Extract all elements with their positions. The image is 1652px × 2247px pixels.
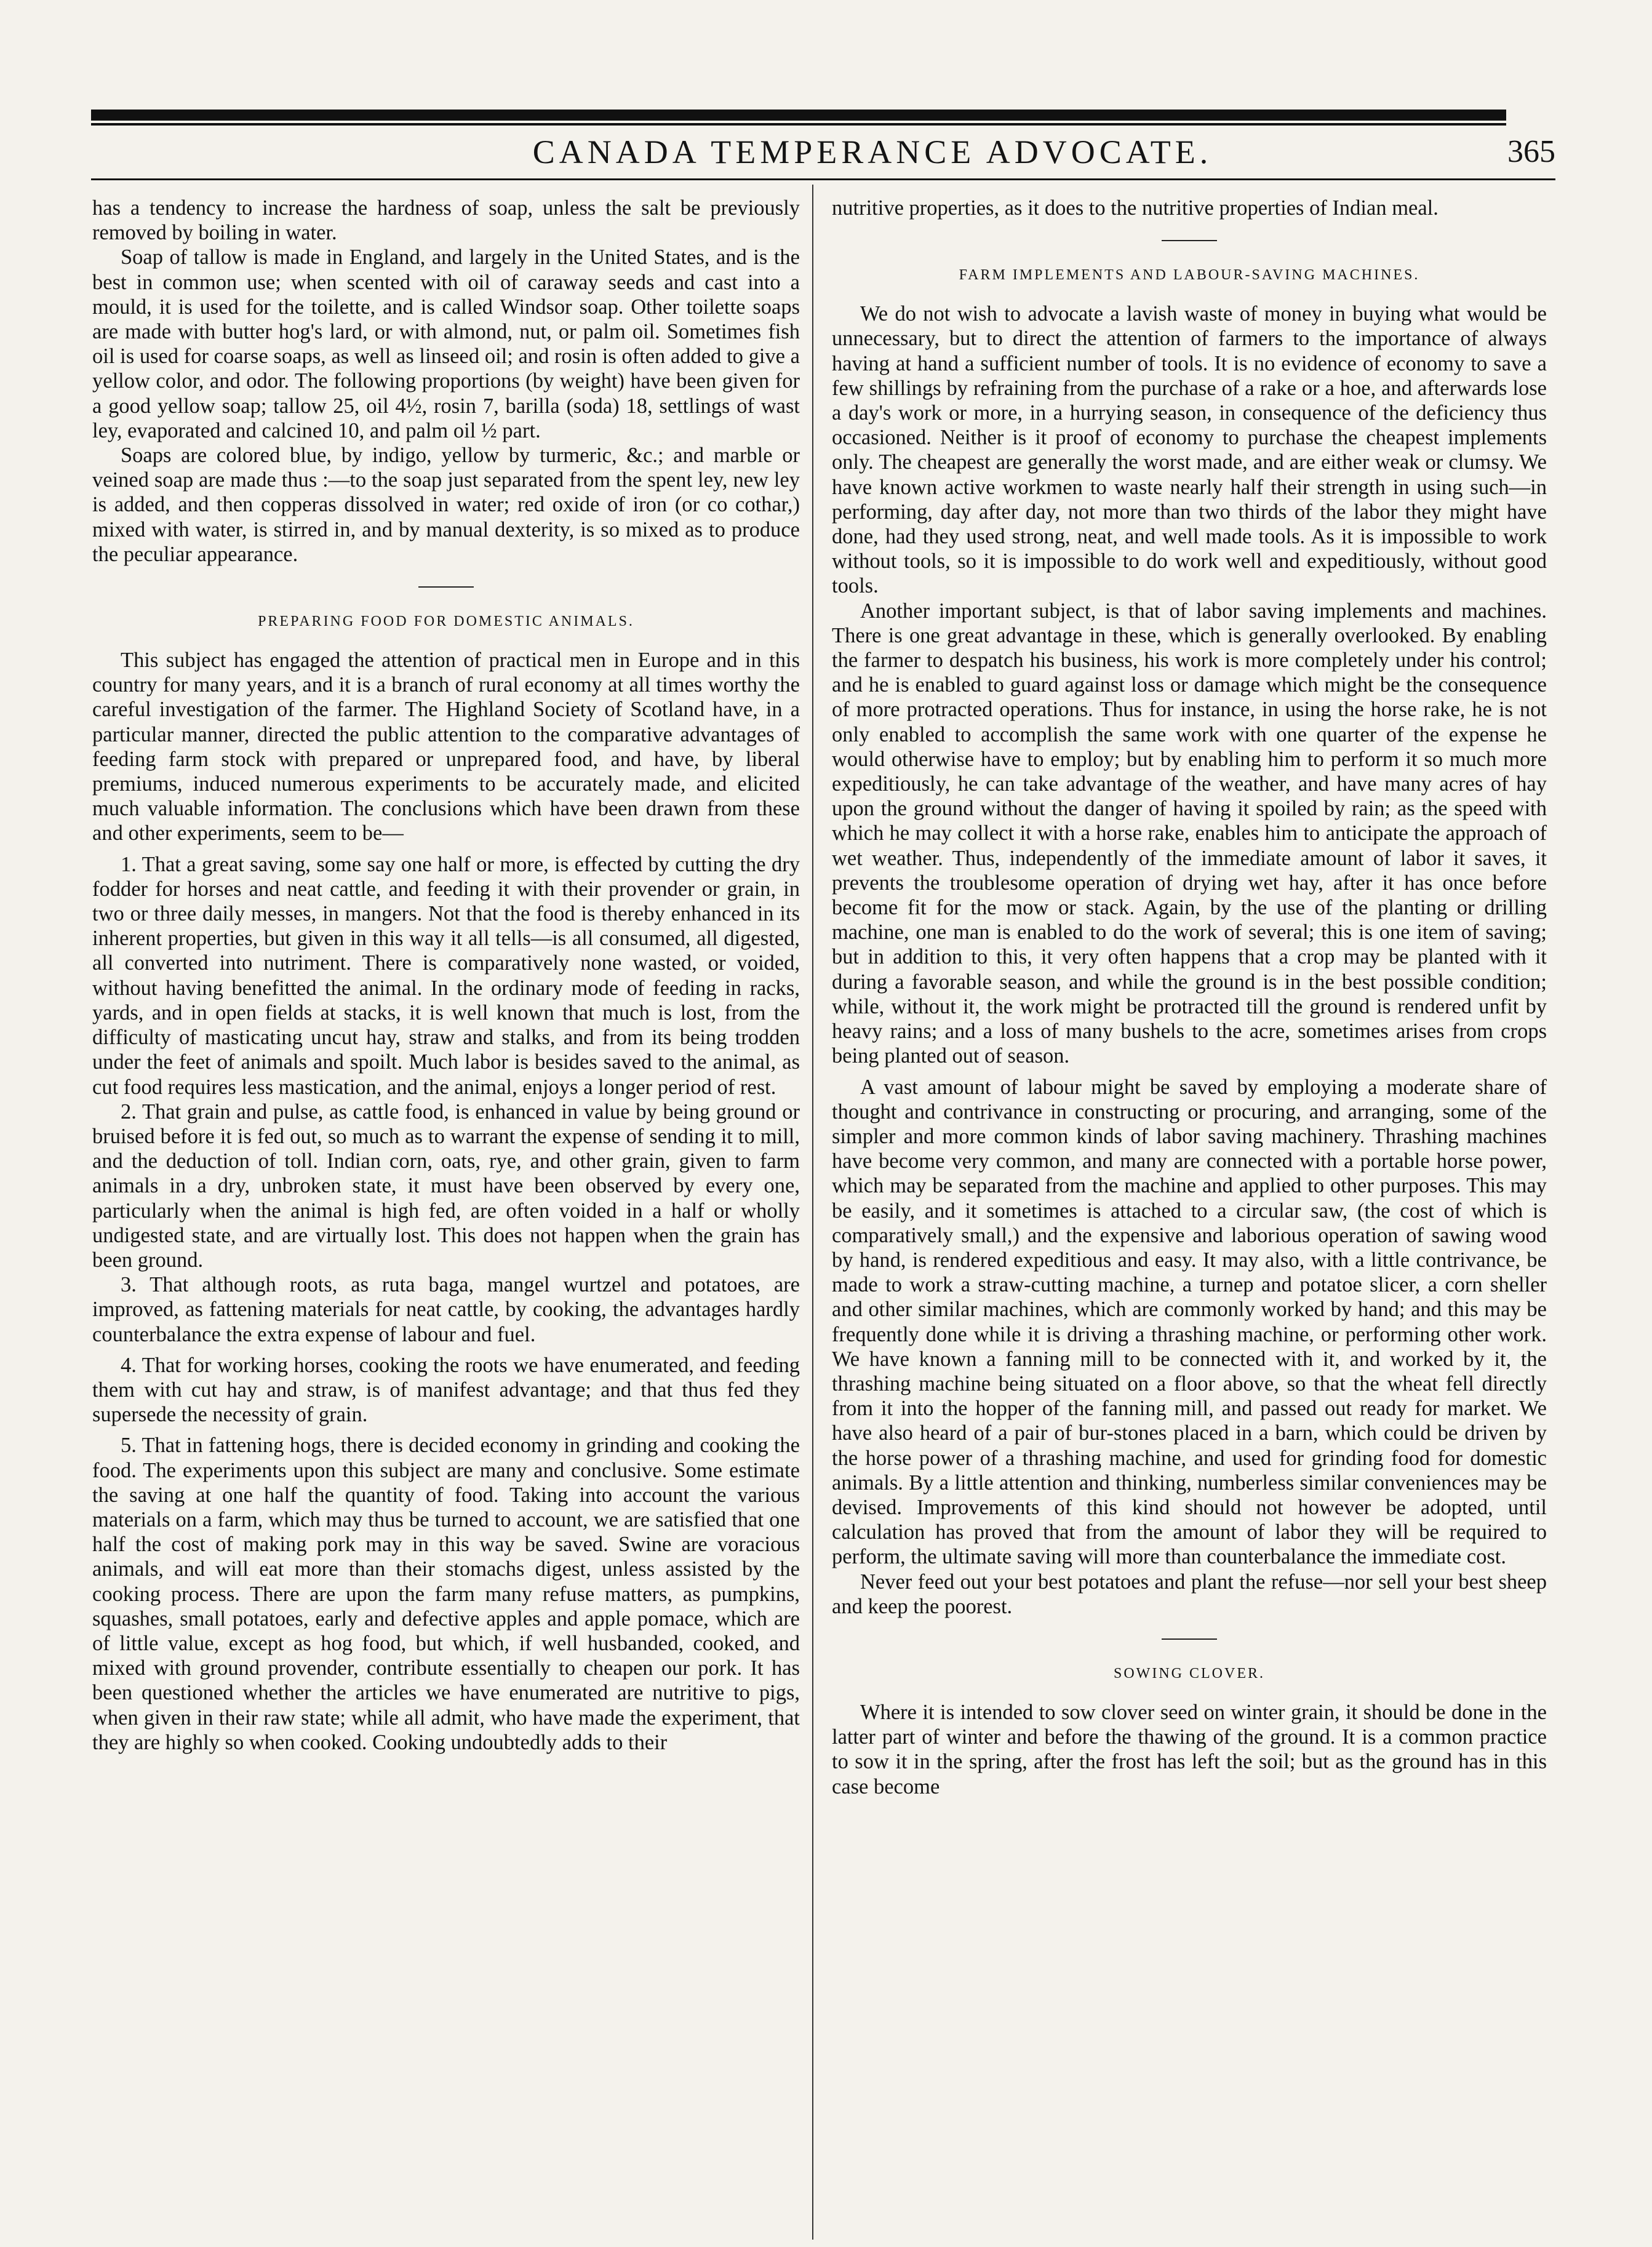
header-rule — [91, 178, 1555, 180]
paragraph: A vast amount of labour might be saved by employing a moderate share of thought and contrivance in constructing or procuring, and arranging, some of the simpler and more common kinds of labor saving machinery. Thrashing machines have become very common, and many are connected with a portable horse power, which may be separated from the machine and applied to other purposes. This may be easily, and it sometimes is attached to a circular saw, (the cost of which is comparatively small,) and the expensive and laborious operation of sawing wood by hand, is rendered expeditious and easy. It may also, with a little contrivance, be made to work a straw-cutting machine, a turnep and potatoe slicer, a corn sheller and other similar machines, which are commonly worked by hand; and this may be frequently done while it is driving a thrashing machine, or performing other work. We have known a fanning mill to be connected with it, and worked by it, the thrashing machine being situated on a floor above, so that the wheat fell directly from it into the hopper of the fanning mill, and passed out ready for market. We have also heard of a pair of bur-stones placed in a barn, which could be driven by the horse power of a thrashing machine, and used for grinding food for domestic animals. By a little attention and thinking, numberless similar conveniences may be devised. Improvements of this kind should not however be adopted, until calculation has proved that from the amount of labor they will be required to perform, the ultimate saving will more than counterbalance the immediate cost. — [832, 1075, 1547, 1569]
section-rule — [418, 586, 474, 588]
section-heading: PREPARING FOOD FOR DOMESTIC ANIMALS. — [258, 613, 634, 630]
paragraph: Another important subject, is that of labor saving implements and machines. There is one great advantage in these, which is generally overlooked. By enabling the farmer to despatch his business, his work is more completely under his control; and he is enabled to guard against loss or damage which might be the consequence of more protracted operations. Thus for instance, in using the horse rake, he is not only enabled to accomplish the same work with one quarter of the expense he would otherwise have to employ; but by enabling him to perform it so much more expeditiously, he can take advantage of the weather, and have many acres of hay upon the ground without the danger of having it spoiled by rain; as the speed with which he may collect it with a horse rake, enables him to anticipate the approach of wet weather. Thus, independently of the immediate amount of labor it saves, it prevents the troublesome operation of drying wet hay, after it has once before become fit for the mow or stack. Again, by the use of the planting or drilling machine, one man is enabled to do the work of several; this is one item of saving; but in addition to this, it very often happens that a crop may be planted with it during a favorable season, and while the ground is in the best possible condition; while, without it, the work might be protracted till the ground is rendered unfit by heavy rains; and a loss of many bushels to the acre, sometimes arises from crops being planted out of season. — [832, 599, 1547, 1068]
paragraph: nutritive properties, as it does to the nutritive properties of Indian meal. — [832, 196, 1439, 220]
section-heading: FARM IMPLEMENTS AND LABOUR-SAVING MACHINES. — [959, 267, 1420, 284]
numbered-paragraph: 4. That for working horses, cooking the roots we have enumerated, and feeding them with cut hay and straw, is of manifest advantage; and that thus fed they supersede the necessity of grain. — [92, 1353, 800, 1427]
running-head — [91, 130, 1555, 174]
paragraph: Where it is intended to sow clover seed on winter grain, it should be done in the latter part of winter and before the thawing of the ground. It is a common practice to sow it in the spring, after the frost has left the soil; but as the ground has in this case become — [832, 1700, 1547, 1798]
paragraph: Never feed out your best potatoes and plant the refuse—nor sell your best sheep and keep the poorest. — [832, 1570, 1547, 1618]
top-rule — [91, 110, 1506, 121]
section-heading: SOWING CLOVER. — [1114, 1665, 1265, 1682]
page-title: CANADA TEMPERANCE ADVOCATE. — [532, 134, 1213, 170]
paragraph: Soap of tallow is made in England, and largely in the United States, and is the best in common use; when scented with oil of caraway seeds and cast into a mould, it is used for the toilette, and is called Windsor soap. Other toilette soaps are made with butter hog's lard, or with almond, nut, or palm oil. Sometimes fish oil is used for coarse soaps, as well as linseed oil; and rosin is often added to give a yellow color, and odor. The following proportions (by weight) have been given for a good yellow soap; tallow 25, oil 4½, rosin 7, barilla (soda) 18, settlings of wast ley, evaporated and calcined 10, and palm oil ½ part. — [92, 245, 800, 442]
section-rule — [1162, 240, 1217, 241]
top-rule-thin — [91, 123, 1506, 126]
paragraph: Soaps are colored blue, by indigo, yellow by turmeric, &c.; and marble or veined soap are made thus :—to the soap just separated from the spent ley, new ley is added, and then copperas dissolved in water; red oxide of iron (or co cothar,) mixed with water, is stirred in, and by manual dexterity, is so mixed as to produce the peculiar appearance. — [92, 444, 800, 566]
section-rule — [1162, 1638, 1217, 1640]
paragraph: This subject has engaged the attention of practical men in Europe and in this country for many years, and it is a branch of rural economy at all times worthy the careful investigation of the farmer. The Highland Society of Scotland have, in a particular manner, directed the public attention to the comparative advantages of feeding farm stock with prepared or unprepared food, and have, by liberal premiums, induced numerous experiments to be accurately made, and elicited much valuable information. The conclusions which have been drawn from these and other experiments, seem to be— — [92, 649, 800, 845]
left-column — [92, 196, 800, 1755]
numbered-paragraph: 5. That in fattening hogs, there is decided economy in grinding and cooking the food. The experiments upon this subject are many and conclusive. Some estimate the saving at one half the quantity of food. Taking into account the various materials on a farm, which may thus be turned to account, we are satisfied that one half the cost of making pork may in this way be saved. Swine are voracious animals, and will eat more than their stomachs digest, unless assisted by the cooking process. There are upon the farm many refuse matters, as pumpkins, squashes, small potatoes, early and defective apples and apple pomace, which are of little value, except as hog food, but which, if well husbanded, cooked, and mixed with ground provender, contribute essentially to cheapen our pork. It has been questioned whether the articles we have enumerated are nutritive to pigs, when given in their raw state; while all admit, who have made the experiment, that they are highly so when cooked. Cooking undoubtedly adds to their — [92, 1434, 800, 1754]
numbered-paragraph: 1. That a great saving, some say one half or more, is effected by cutting the dry fodder for horses and neat cattle, and feeding it with their provender or grain, in two or three daily messes, in mangers. Not that the food is thereby enhanced in its inherent properties, but given in this way it all tells—is all consumed, all digested, all converted into nutriment. There is comparatively none wasted, or voided, without having benefitted the animal. In the ordinary mode of feeding in racks, yards, and in open fields at stacks, it is well known that much is lost, from the difficulty of masticating uncut hay, straw and stalks, and from its being trodden under the feet of animals and spoilt. Much labor is besides saved to the animal, as cut food requires less mastication, and the animal, enjoys a longer period of rest. — [92, 852, 800, 1099]
numbered-paragraph: 2. That grain and pulse, as cattle food, is enhanced in value by being ground or bruised before it is fed out, so much as to warrant the expense of sending it to mill, and the deduction of toll. Indian corn, oats, rye, and other grain, given to farm animals in a dry, unbroken state, it must have been observed by every one, particularly when the animal is high fed, are often voided in a half or wholly undigested state, and are virtually lost. This does not happen when the grain has been ground. — [92, 1100, 800, 1272]
page-number: 365 — [1507, 134, 1555, 169]
paragraph: has a tendency to increase the hardness of soap, unless the salt be previously removed by boiling in water. — [92, 196, 800, 245]
numbered-paragraph: 3. That although roots, as ruta baga, mangel wurtzel and potatoes, are improved, as fattening materials for neat cattle, by cooking, the advantages hardly counterbalance the extra expense of labour and fuel. — [92, 1273, 800, 1346]
right-column — [832, 196, 1547, 1799]
column-divider — [812, 185, 813, 2240]
paragraph: We do not wish to advocate a lavish waste of money in buying what would be unnecessary, but to direct the attention of farmers to the importance of always having at hand a sufficient number of tools. It is no evidence of economy to save a few shillings by refraining from the purchase of a rake or a hoe, and afterwards lose a day's work or more, in a hurrying season, in consequence of the deficiency thus occasioned. Neither is it proof of economy to purchase the cheapest implements only. The cheapest are generally the worst made, and are either weak or clumsy. We have known active workmen to waste nearly half their strength in using such—in performing, day after day, not more than two thirds of the labor they might have done, had they used strong, neat, and well made tools. As it is impossible to work without tools, so it is impossible to do work well and expeditiously, without good tools. — [832, 302, 1547, 598]
